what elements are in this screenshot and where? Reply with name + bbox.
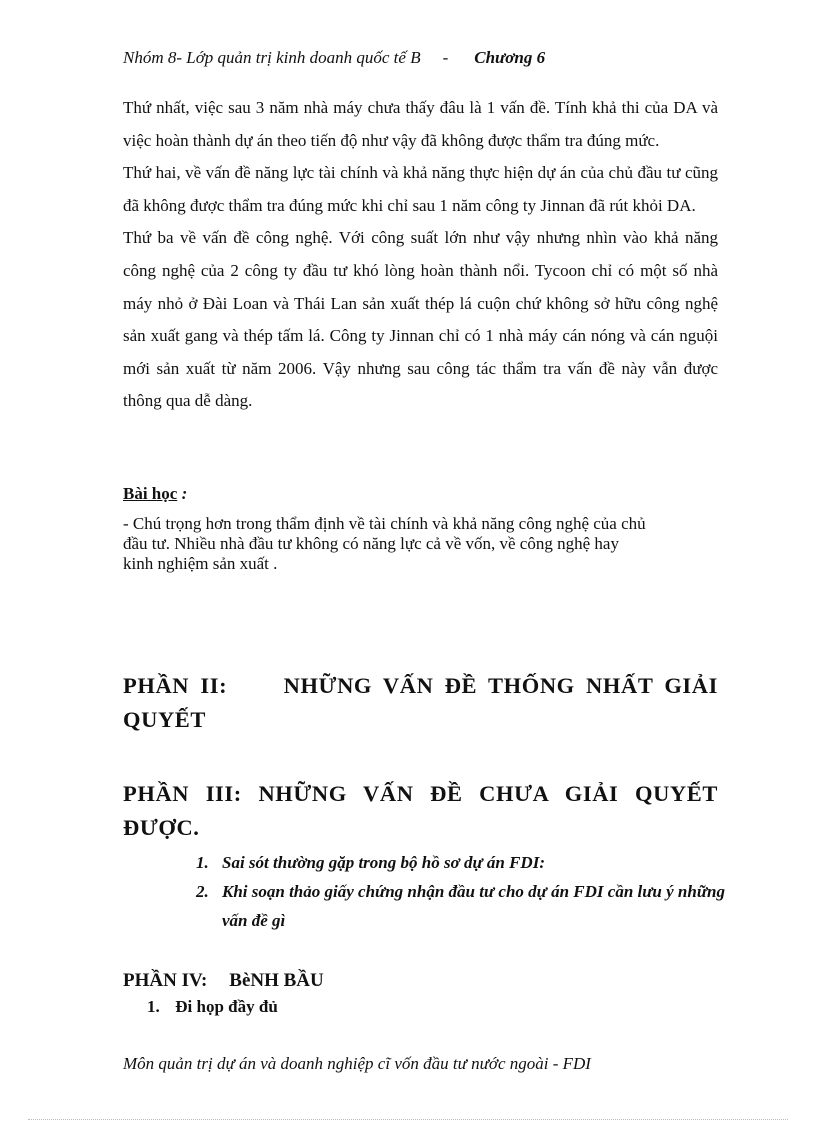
part-2-heading [123, 669, 718, 737]
part-3-label: PHẦN III: [123, 781, 242, 806]
part-2-label: PHẦN II: [123, 673, 228, 698]
list-item-text: Đi họp đầy đủ [175, 997, 278, 1016]
lesson-line-2: đầu tư. Nhiều nhà đầu tư không có năng lực cả về vốn, về công nghệ hay [123, 534, 619, 553]
list-item-number: 1. [196, 853, 209, 872]
list-item-text: Sai sót thường gặp trong bộ hồ sơ dự án FDI: [222, 853, 545, 872]
lesson-heading [123, 484, 187, 504]
paragraph-third: Thứ ba về vấn đề công nghệ. Với công suất lớn như vậy nhưng nhìn vào khả năng công nghệ của 2 công ty đầu tư khó lòng hoàn thành nổi. Tycoon chỉ có một số nhà máy nhỏ ở Đài Loan và Thái Lan sản xuất thép lá cuộn chứ không sở hữu công nghệ sản xuất gang và thép tấm lá. Công ty Jinnan chỉ có 1 nhà máy cán nóng và cán nguội mới sản xuất từ năm 2006. Vậy nhưng sau công tác thẩm tra vấn đề này vẫn được thông qua dễ dàng. [123, 228, 718, 411]
lesson-label: Bài học [123, 484, 178, 503]
part-4-title: BèNH BẦU [229, 970, 324, 991]
lesson-colon: : [181, 484, 188, 503]
part-2-title: NHỮNG VẤN ĐỀ THỐNG NHẤT GIẢI QUYẾT [123, 673, 718, 732]
paragraph-second: Thứ hai, về vấn đề năng lực tài chính và khả năng thực hiện dự án của chủ đầu tư cũng đã không được thẩm tra đúng mức khi chỉ sau 1 năm công ty Jinnan đã rút khỏi DA. [123, 163, 718, 215]
header-chapter: Chương 6 [474, 48, 546, 67]
list-item-number: 2. [196, 882, 209, 901]
list-item [196, 848, 726, 877]
part-3-heading [123, 777, 718, 845]
list-item-text: Khi soạn thảo giấy chứng nhận đầu tư cho dự án FDI cần lưu ý những vấn đề gì [222, 882, 725, 930]
page-bottom-divider [28, 1119, 788, 1120]
body-text [123, 92, 718, 418]
header-group: Nhóm 8- Lớp quản trị kinh doanh quốc tế B [123, 48, 421, 67]
part-4-heading [123, 964, 718, 998]
list-item [196, 877, 726, 935]
paragraph-first: Thứ nhất, việc sau 3 năm nhà máy chưa thấy đâu là 1 vấn đề. Tính khả thi của DA và việc hoàn thành dự án theo tiến độ như vậy đã không được thẩm tra đúng mức. [123, 98, 718, 150]
header-dash: - [442, 48, 449, 67]
part-4-list-item [147, 997, 278, 1017]
lesson-line-1: - Chú trọng hơn trong thẩm định về tài chính và khả năng công nghệ của chủ [123, 514, 646, 533]
part-3-title: NHỮNG VẤN ĐỀ CHƯA GIẢI QUYẾT ĐƯỢC. [123, 781, 718, 840]
part-4-label: PHẦN IV: [123, 970, 208, 991]
page-footer: Môn quản trị dự án và doanh nghiệp cĩ vốn đầu tư nước ngoài - FDI [123, 1054, 591, 1073]
lesson-line-3: kinh nghiệm sản xuất . [123, 554, 278, 573]
page-header [123, 48, 545, 68]
part-3-list [196, 848, 726, 935]
list-item-number: 1. [147, 997, 160, 1016]
lesson-text [123, 514, 718, 574]
